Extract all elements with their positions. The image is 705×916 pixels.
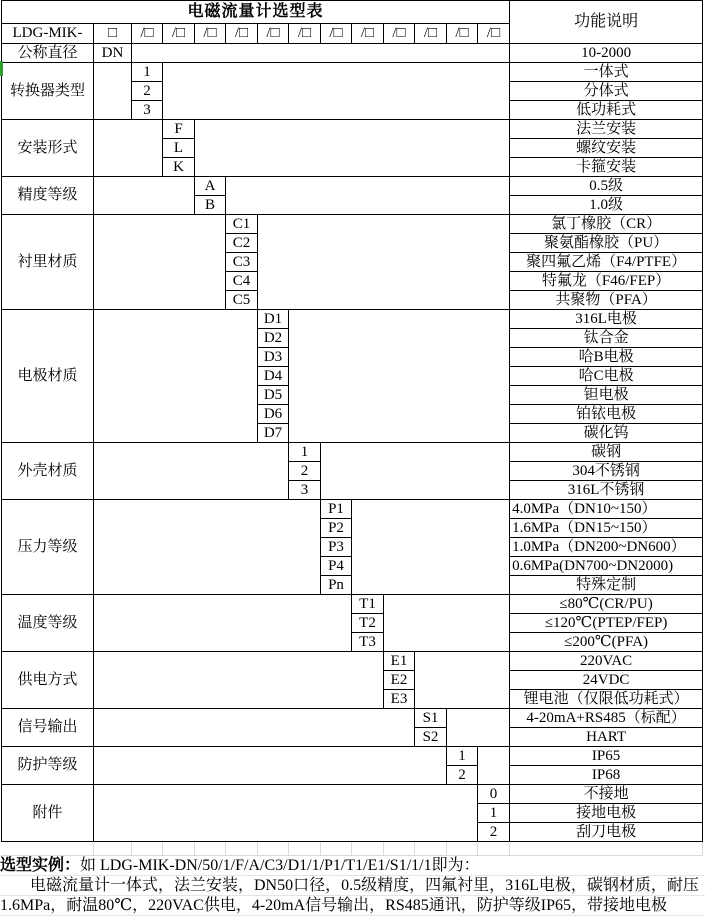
- option-row: [2, 709, 703, 728]
- option-code-cell: T1: [352, 595, 384, 614]
- code-slot-cell: /□: [226, 24, 258, 44]
- option-code-cell: 1: [478, 804, 510, 823]
- spacer-cell-left: [94, 443, 289, 500]
- spacer-cell-right: [258, 215, 510, 310]
- option-desc-cell: 哈C电极: [510, 367, 703, 386]
- spacer-cell-right: [447, 709, 510, 747]
- option-desc-cell: 卡箍安装: [510, 158, 703, 177]
- spacer-cell-right: [352, 500, 510, 595]
- gridline-cell: [257, 842, 288, 856]
- option-code-cell: T2: [352, 614, 384, 633]
- option-code-cell: E1: [384, 652, 415, 671]
- table-title: 电磁流量计选型表: [2, 1, 510, 24]
- gridline-cell: [477, 842, 509, 856]
- option-desc-cell: 刮刀电极: [510, 823, 703, 842]
- option-desc-cell: IP65: [510, 747, 703, 766]
- option-desc-cell: 24VDC: [510, 671, 703, 690]
- option-desc-cell: 分体式: [510, 82, 703, 101]
- option-desc-cell: 316L不锈钢: [510, 481, 703, 500]
- option-code-cell: D3: [258, 348, 289, 367]
- example-line-1: [0, 856, 705, 876]
- option-code-cell: 2: [132, 82, 163, 101]
- option-desc-cell: 0.5级: [510, 177, 703, 196]
- option-desc-cell: 304不锈钢: [510, 462, 703, 481]
- spacer-cell-right: [415, 652, 510, 709]
- option-code-cell: S1: [415, 709, 447, 728]
- option-desc-cell: 1.0MPa（DN200~DN600）: [510, 538, 703, 557]
- option-row: [2, 120, 703, 139]
- option-code-cell: D5: [258, 386, 289, 405]
- option-code-cell: C1: [226, 215, 258, 234]
- option-row: [2, 44, 703, 63]
- option-desc-cell: 特殊定制: [510, 576, 703, 595]
- option-desc-cell: 聚四氟乙烯（F4/PTFE）: [510, 253, 703, 272]
- code-slot-cell: /□: [415, 24, 447, 44]
- option-row: [2, 652, 703, 671]
- option-row: [2, 215, 703, 234]
- option-code-cell: L: [163, 139, 195, 158]
- option-row: [2, 500, 703, 519]
- code-slot-cell: □: [94, 24, 132, 44]
- option-desc-cell: ≤120℃(PTEP/FEP): [510, 614, 703, 633]
- option-desc-cell: 220VAC: [510, 652, 703, 671]
- spacer-cell-left: [94, 652, 384, 709]
- spacer-cell-left: [94, 120, 163, 177]
- option-code-cell: A: [195, 177, 226, 196]
- option-desc-cell: 一体式: [510, 63, 703, 82]
- option-desc-cell: 法兰安装: [510, 120, 703, 139]
- code-slot-cell: /□: [258, 24, 289, 44]
- option-code-cell: F: [163, 120, 195, 139]
- option-row: [2, 747, 703, 766]
- spacer-cell-left: [94, 63, 132, 120]
- model-prefix-cell: LDG-MIK-: [2, 24, 94, 44]
- option-code-cell: D1: [258, 310, 289, 329]
- option-desc-cell: 聚氨酯橡胶（PU）: [510, 234, 703, 253]
- option-code-cell: S2: [415, 728, 447, 747]
- option-row: [2, 443, 703, 462]
- option-row: [2, 177, 703, 196]
- option-desc-cell: 4-20mA+RS485（标配）: [510, 709, 703, 728]
- option-code-cell: C5: [226, 291, 258, 310]
- spacer-cell-left: [94, 747, 447, 785]
- option-desc-cell: 共聚物（PFA）: [510, 291, 703, 310]
- option-code-cell: E3: [384, 690, 415, 709]
- option-desc-cell: 钽电极: [510, 386, 703, 405]
- option-desc-cell: 316L电极: [510, 310, 703, 329]
- code-slot-cell: /□: [289, 24, 321, 44]
- option-code-cell: P3: [321, 538, 352, 557]
- option-code-cell: P2: [321, 519, 352, 538]
- option-desc-cell: 钛合金: [510, 329, 703, 348]
- option-code-cell: P4: [321, 557, 352, 576]
- category-label: 安装形式: [2, 120, 94, 177]
- category-label: 供电方式: [2, 652, 94, 709]
- example-line-3: 1.6MPa，耐温80℃，220VAC供电，4-20mA信号输出，RS485通讯，防护等级IP65，带接地电极: [0, 896, 705, 916]
- spacer-cell-right: [132, 44, 510, 63]
- option-desc-cell: 不接地: [510, 785, 703, 804]
- desc-column-header: 功能说明: [510, 1, 703, 44]
- gridline-cell: [1, 842, 93, 856]
- option-code-cell: 3: [289, 481, 321, 500]
- option-code-cell: Pn: [321, 576, 352, 595]
- option-code-cell: DN: [94, 44, 132, 63]
- category-label: 转换器类型: [2, 63, 94, 120]
- option-code-cell: K: [163, 158, 195, 177]
- spacer-cell-left: [94, 785, 478, 842]
- gridline-cell: [225, 842, 257, 856]
- option-desc-cell: 低功耗式: [510, 101, 703, 120]
- selection-example: [0, 856, 705, 916]
- code-slot-cell: /□: [384, 24, 415, 44]
- option-code-cell: T3: [352, 633, 384, 652]
- option-desc-cell: 铂铱电极: [510, 405, 703, 424]
- option-row: [2, 595, 703, 614]
- option-desc-cell: 10-2000: [510, 44, 703, 63]
- option-desc-cell: IP68: [510, 766, 703, 785]
- spacer-cell-right: [226, 177, 510, 215]
- code-slot-cell: /□: [447, 24, 478, 44]
- code-slot-cell: /□: [132, 24, 163, 44]
- code-slot-cell: /□: [195, 24, 226, 44]
- option-desc-cell: 螺纹安装: [510, 139, 703, 158]
- option-code-cell: 2: [289, 462, 321, 481]
- option-desc-cell: ≤80℃(CR/PU): [510, 595, 703, 614]
- gridline-cell: [131, 842, 162, 856]
- gridline-cell: [93, 842, 131, 856]
- gridline-cell: [446, 842, 477, 856]
- spacer-cell-right: [163, 63, 510, 120]
- spacer-cell-left: [94, 500, 321, 595]
- option-desc-cell: 0.6MPa(DN700~DN2000): [510, 557, 703, 576]
- option-code-cell: 3: [132, 101, 163, 120]
- option-code-cell: 2: [447, 766, 478, 785]
- selection-table: [1, 0, 703, 842]
- option-desc-cell: 哈B电极: [510, 348, 703, 367]
- option-desc-cell: 碳化钨: [510, 424, 703, 443]
- spacer-cell-left: [94, 595, 352, 652]
- gridline-cell: [194, 842, 225, 856]
- spacer-cell-right: [478, 747, 510, 785]
- option-desc-cell: 锂电池（仅限低功耗式）: [510, 690, 703, 709]
- option-code-cell: 0: [478, 785, 510, 804]
- example-code-string: 如 LDG-MIK-DN/50/1/F/A/C3/D1/1/P1/T1/E1/S1/1/1即为：: [80, 857, 480, 874]
- option-desc-cell: 氯丁橡胶（CR）: [510, 215, 703, 234]
- option-code-cell: E2: [384, 671, 415, 690]
- option-row: [2, 785, 703, 804]
- code-slot-cell: /□: [352, 24, 384, 44]
- spacer-cell-right: [289, 310, 510, 443]
- option-desc-cell: 1.6MPa（DN15~150）: [510, 519, 703, 538]
- option-code-cell: B: [195, 196, 226, 215]
- option-code-cell: P1: [321, 500, 352, 519]
- spacer-cell-left: [94, 310, 258, 443]
- option-row: [2, 63, 703, 82]
- category-label: 信号输出: [2, 709, 94, 747]
- gridline-cell: [351, 842, 383, 856]
- option-desc-cell: HART: [510, 728, 703, 747]
- option-desc-cell: 接地电极: [510, 804, 703, 823]
- option-desc-cell: 特氟龙（F46/FEP）: [510, 272, 703, 291]
- option-desc-cell: 碳钢: [510, 443, 703, 462]
- spacer-cell-left: [94, 709, 415, 747]
- code-slot-cell: /□: [321, 24, 352, 44]
- spacer-cell-right: [384, 595, 510, 652]
- gridline-cell: [383, 842, 414, 856]
- option-code-cell: D6: [258, 405, 289, 424]
- option-desc-cell: 4.0MPa（DN10~150）: [510, 500, 703, 519]
- option-code-cell: C4: [226, 272, 258, 291]
- gridline-cell: [320, 842, 351, 856]
- example-label: 选型实例：: [0, 857, 81, 874]
- example-line-2: 电磁流量计一体式，法兰安装，DN50口径，0.5级精度，四氟衬里，316L电极，碳钢材质，耐压: [0, 876, 705, 896]
- category-label: 温度等级: [2, 595, 94, 652]
- spacer-cell-left: [94, 177, 195, 215]
- category-label: 附件: [2, 785, 94, 842]
- option-code-cell: 1: [447, 747, 478, 766]
- option-code-cell: D2: [258, 329, 289, 348]
- category-label: 防护等级: [2, 747, 94, 785]
- gridline-cell: [414, 842, 446, 856]
- option-desc-cell: 1.0级: [510, 196, 703, 215]
- option-code-cell: 2: [478, 823, 510, 842]
- option-row: [2, 310, 703, 329]
- spacer-cell-right: [321, 443, 510, 500]
- category-label: 精度等级: [2, 177, 94, 215]
- spreadsheet-gridline-strip: [1, 842, 703, 856]
- gridline-cell: [509, 842, 702, 856]
- option-code-cell: 1: [132, 63, 163, 82]
- option-code-cell: C2: [226, 234, 258, 253]
- code-slot-cell: /□: [163, 24, 195, 44]
- spacer-cell-left: [94, 215, 226, 310]
- gridline-cell: [288, 842, 320, 856]
- category-label: 压力等级: [2, 500, 94, 595]
- option-code-cell: D4: [258, 367, 289, 386]
- option-code-cell: C3: [226, 253, 258, 272]
- category-label: 公称直径: [2, 44, 94, 63]
- category-label: 外壳材质: [2, 443, 94, 500]
- gridline-cell: [162, 842, 194, 856]
- option-code-cell: D7: [258, 424, 289, 443]
- category-label: 衬里材质: [2, 215, 94, 310]
- option-code-cell: 1: [289, 443, 321, 462]
- code-slot-cell: /□: [478, 24, 510, 44]
- spacer-cell-right: [195, 120, 510, 177]
- option-desc-cell: ≤200℃(PFA): [510, 633, 703, 652]
- left-edge-green-marker: [0, 61, 3, 76]
- category-label: 电极材质: [2, 310, 94, 443]
